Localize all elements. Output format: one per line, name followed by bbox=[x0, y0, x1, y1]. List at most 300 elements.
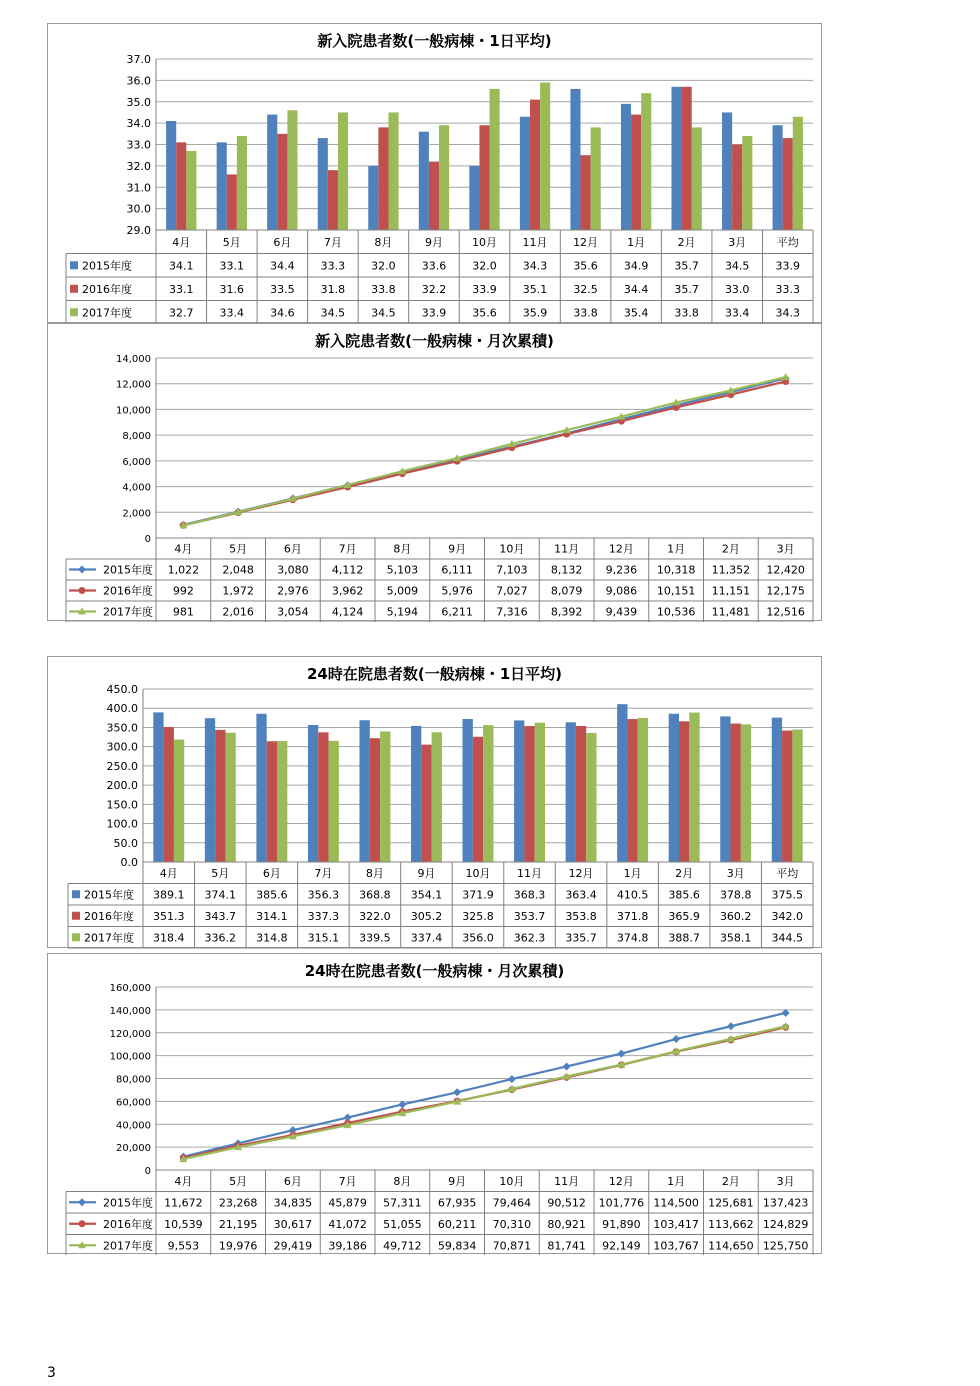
data-label: 5,009 bbox=[386, 584, 419, 598]
bar bbox=[380, 731, 390, 862]
y-tick-label: 150.0 bbox=[106, 798, 138, 812]
legend-label: 2015年度 bbox=[103, 563, 153, 577]
y-tick-label: 160,000 bbox=[109, 983, 151, 994]
data-label: 981 bbox=[172, 605, 194, 619]
chart-panel-4 bbox=[47, 953, 822, 1254]
data-label: 336.2 bbox=[204, 931, 237, 945]
data-label: 371.9 bbox=[462, 888, 494, 902]
legend-label: 2016年度 bbox=[84, 909, 134, 923]
data-label: 33.8 bbox=[573, 306, 598, 320]
bar bbox=[479, 125, 489, 230]
data-label: 353.8 bbox=[565, 909, 597, 923]
bar bbox=[368, 166, 378, 230]
data-label: 378.8 bbox=[719, 888, 752, 902]
data-label: 33.4 bbox=[219, 306, 245, 320]
data-label: 124,829 bbox=[762, 1217, 809, 1231]
data-label: 314.8 bbox=[256, 931, 288, 945]
data-label: 335.7 bbox=[565, 931, 597, 945]
bar bbox=[731, 724, 741, 862]
legend-label: 2016年度 bbox=[103, 1217, 153, 1231]
chart-canvas bbox=[48, 324, 823, 622]
bar bbox=[267, 115, 277, 230]
bar bbox=[439, 125, 449, 230]
bar bbox=[411, 726, 421, 862]
y-tick-label: 12,000 bbox=[116, 379, 151, 391]
bar bbox=[164, 727, 174, 862]
data-label: 31.6 bbox=[219, 282, 245, 296]
bar bbox=[682, 87, 692, 230]
data-label: 3,962 bbox=[331, 584, 364, 598]
category-label: 1月 bbox=[667, 1174, 686, 1188]
chart-canvas bbox=[48, 657, 823, 949]
bar bbox=[742, 136, 752, 230]
data-label: 353.7 bbox=[513, 909, 546, 923]
category-label: 12月 bbox=[608, 1174, 634, 1188]
data-label: 21,195 bbox=[218, 1217, 258, 1231]
data-label: 360.2 bbox=[719, 909, 752, 923]
category-label: 7月 bbox=[338, 1174, 357, 1188]
bar bbox=[722, 112, 732, 230]
data-label: 103,767 bbox=[653, 1239, 699, 1253]
data-label: 354.1 bbox=[410, 888, 443, 902]
data-label: 9,553 bbox=[167, 1239, 200, 1253]
bar bbox=[773, 125, 783, 230]
data-label: 11,672 bbox=[164, 1196, 203, 1210]
data-label: 34.9 bbox=[623, 259, 649, 273]
data-label: 337.3 bbox=[307, 909, 340, 923]
bar bbox=[621, 104, 631, 230]
chart-canvas bbox=[48, 954, 823, 1255]
chart-canvas bbox=[48, 24, 823, 324]
category-label: 7月 bbox=[338, 542, 357, 556]
category-label: 5月 bbox=[229, 542, 248, 556]
legend-label: 2016年度 bbox=[82, 282, 132, 296]
bar bbox=[318, 138, 328, 230]
y-tick-label: 350.0 bbox=[106, 721, 138, 735]
bar bbox=[469, 166, 479, 230]
bar bbox=[641, 93, 651, 230]
data-label: 4,112 bbox=[331, 563, 364, 577]
bar bbox=[772, 718, 782, 862]
category-label: 7月 bbox=[323, 235, 342, 249]
y-tick-label: 40,000 bbox=[116, 1120, 151, 1132]
category-label: 6月 bbox=[283, 1174, 302, 1188]
category-label: 5月 bbox=[211, 866, 230, 880]
category-label: 9月 bbox=[448, 542, 467, 556]
bar bbox=[329, 741, 339, 862]
bar bbox=[378, 127, 388, 230]
data-label: 3,080 bbox=[277, 563, 309, 577]
bar bbox=[540, 83, 550, 230]
bar bbox=[638, 718, 648, 862]
legend-label: 2015年度 bbox=[103, 1196, 153, 1210]
y-tick-label: 30.0 bbox=[126, 202, 151, 216]
y-tick-label: 29.0 bbox=[126, 224, 151, 237]
chart-title: 新入院患者数(一般病棟・1日平均) bbox=[317, 32, 552, 50]
data-label: 33.6 bbox=[421, 259, 447, 273]
data-label: 32.0 bbox=[472, 259, 497, 273]
data-label: 34.4 bbox=[623, 282, 649, 296]
data-label: 12,420 bbox=[766, 563, 805, 577]
data-label: 339.5 bbox=[359, 931, 391, 945]
data-label: 356.3 bbox=[307, 888, 340, 902]
category-label: 7月 bbox=[314, 866, 333, 880]
data-label: 35.1 bbox=[522, 282, 548, 296]
data-label: 992 bbox=[172, 584, 194, 598]
y-tick-label: 400.0 bbox=[106, 702, 138, 716]
bar bbox=[421, 745, 431, 862]
bar bbox=[782, 731, 792, 862]
category-label: 9月 bbox=[417, 866, 436, 880]
category-label: 10月 bbox=[472, 235, 497, 249]
legend-marker bbox=[79, 587, 86, 594]
bar bbox=[338, 112, 348, 230]
data-label: 9,439 bbox=[605, 605, 638, 619]
y-tick-label: 35.0 bbox=[126, 95, 151, 109]
legend-marker bbox=[78, 566, 86, 574]
category-label: 3月 bbox=[728, 235, 747, 249]
data-label: 305.2 bbox=[410, 909, 443, 923]
data-label: 33.8 bbox=[674, 306, 699, 320]
category-label: 12月 bbox=[608, 542, 634, 556]
bar bbox=[308, 725, 318, 862]
data-point bbox=[617, 1050, 625, 1058]
bar bbox=[576, 726, 586, 862]
series-line bbox=[183, 377, 785, 525]
data-label: 101,776 bbox=[598, 1196, 645, 1210]
data-label: 34.6 bbox=[270, 306, 295, 320]
data-label: 7,027 bbox=[496, 584, 528, 598]
data-label: 3,054 bbox=[277, 605, 309, 619]
data-label: 103,417 bbox=[653, 1217, 699, 1231]
data-label: 389.1 bbox=[153, 888, 185, 902]
data-label: 70,871 bbox=[492, 1239, 532, 1253]
data-point bbox=[727, 1022, 735, 1030]
data-label: 8,392 bbox=[550, 605, 583, 619]
data-label: 351.3 bbox=[153, 909, 185, 923]
bar bbox=[153, 712, 163, 862]
bar bbox=[370, 738, 380, 862]
category-label: 12月 bbox=[573, 235, 599, 249]
data-label: 371.8 bbox=[616, 909, 649, 923]
data-label: 35.7 bbox=[674, 282, 699, 296]
bar bbox=[792, 730, 802, 862]
data-point bbox=[782, 373, 790, 380]
legend-label: 2017年度 bbox=[82, 306, 132, 320]
category-label: 2月 bbox=[677, 235, 696, 249]
data-label: 388.7 bbox=[668, 931, 700, 945]
category-label: 4月 bbox=[172, 235, 191, 249]
data-label: 11,352 bbox=[711, 563, 751, 577]
data-point bbox=[453, 1088, 461, 1096]
legend-label: 2015年度 bbox=[84, 888, 134, 902]
data-label: 67,935 bbox=[437, 1196, 477, 1210]
data-label: 35.6 bbox=[573, 259, 598, 273]
data-label: 33.3 bbox=[775, 282, 800, 296]
y-tick-label: 200.0 bbox=[106, 779, 138, 793]
y-tick-label: 34.0 bbox=[126, 117, 151, 131]
y-tick-label: 8,000 bbox=[122, 431, 151, 443]
series-line bbox=[183, 1026, 785, 1159]
data-label: 1,022 bbox=[167, 563, 200, 577]
data-label: 10,151 bbox=[656, 584, 696, 598]
legend-marker bbox=[79, 1220, 86, 1227]
y-tick-label: 250.0 bbox=[106, 759, 138, 773]
data-label: 70,310 bbox=[492, 1217, 532, 1231]
data-label: 34.3 bbox=[522, 259, 548, 273]
y-tick-label: 10,000 bbox=[116, 405, 151, 417]
bar bbox=[483, 725, 493, 862]
data-label: 35.9 bbox=[522, 306, 548, 320]
data-label: 90,512 bbox=[547, 1196, 586, 1210]
bar bbox=[256, 714, 266, 862]
data-label: 32.7 bbox=[169, 306, 194, 320]
bar bbox=[671, 87, 681, 230]
data-label: 368.8 bbox=[359, 888, 391, 902]
data-label: 363.4 bbox=[565, 888, 597, 902]
category-label: 11月 bbox=[522, 235, 548, 249]
category-label: 平均 bbox=[776, 235, 799, 249]
data-label: 31.8 bbox=[320, 282, 346, 296]
category-label: 平均 bbox=[776, 866, 799, 880]
data-label: 375.5 bbox=[771, 888, 803, 902]
data-label: 12,175 bbox=[766, 584, 805, 598]
category-label: 11月 bbox=[554, 1174, 580, 1188]
bar bbox=[429, 162, 439, 230]
data-label: 59,834 bbox=[437, 1239, 477, 1253]
bar bbox=[166, 121, 176, 230]
data-label: 34.3 bbox=[775, 306, 800, 320]
bar bbox=[267, 741, 277, 862]
category-label: 2月 bbox=[721, 1174, 740, 1188]
series-line bbox=[183, 1013, 785, 1157]
bar bbox=[631, 115, 641, 230]
data-label: 2,976 bbox=[277, 584, 309, 598]
legend-key bbox=[72, 890, 80, 898]
chart-title: 新入院患者数(一般病棟・月次累積) bbox=[315, 332, 554, 350]
category-label: 8月 bbox=[374, 235, 393, 249]
data-label: 343.7 bbox=[204, 909, 237, 923]
y-tick-label: 36.0 bbox=[126, 74, 151, 88]
bar bbox=[535, 723, 545, 862]
data-label: 322.0 bbox=[359, 909, 391, 923]
data-label: 7,103 bbox=[496, 563, 528, 577]
data-label: 344.5 bbox=[771, 931, 803, 945]
data-label: 45,879 bbox=[328, 1196, 367, 1210]
chart-panel-1 bbox=[47, 23, 822, 323]
data-label: 125,750 bbox=[762, 1239, 809, 1253]
data-label: 358.1 bbox=[719, 931, 752, 945]
bar bbox=[741, 724, 751, 862]
category-label: 4月 bbox=[174, 1174, 193, 1188]
legend-marker bbox=[78, 1198, 86, 1206]
category-label: 6月 bbox=[273, 235, 292, 249]
chart-panel-2 bbox=[47, 323, 822, 621]
y-tick-label: 140,000 bbox=[109, 1005, 151, 1017]
data-label: 34.5 bbox=[320, 306, 346, 320]
data-label: 318.4 bbox=[153, 931, 185, 945]
data-label: 6,111 bbox=[441, 563, 473, 577]
bar bbox=[530, 100, 540, 230]
bar bbox=[186, 151, 196, 230]
data-label: 33.3 bbox=[320, 259, 346, 273]
y-tick-label: 37.0 bbox=[126, 53, 151, 66]
legend-key bbox=[70, 308, 78, 316]
category-label: 11月 bbox=[517, 866, 543, 880]
y-tick-label: 80,000 bbox=[116, 1074, 151, 1086]
data-label: 33.0 bbox=[724, 282, 750, 296]
y-tick-label: 6,000 bbox=[122, 456, 151, 468]
category-label: 6月 bbox=[262, 866, 281, 880]
y-tick-label: 4,000 bbox=[122, 482, 151, 494]
legend-label: 2016年度 bbox=[103, 584, 153, 598]
data-label: 81,741 bbox=[547, 1239, 586, 1253]
data-label: 314.1 bbox=[256, 909, 288, 923]
data-label: 113,662 bbox=[708, 1217, 754, 1231]
data-label: 356.0 bbox=[462, 931, 494, 945]
bar bbox=[732, 145, 742, 231]
data-label: 80,921 bbox=[547, 1217, 586, 1231]
y-tick-label: 31.0 bbox=[126, 181, 151, 195]
data-label: 137,423 bbox=[762, 1196, 809, 1210]
category-label: 1月 bbox=[627, 235, 646, 249]
y-tick-label: 100,000 bbox=[109, 1051, 151, 1063]
bar bbox=[419, 132, 429, 230]
data-label: 49,712 bbox=[383, 1239, 422, 1253]
category-label: 9月 bbox=[424, 235, 443, 249]
data-label: 1,972 bbox=[222, 584, 254, 598]
legend-label: 2015年度 bbox=[82, 259, 132, 273]
data-label: 9,236 bbox=[605, 563, 638, 577]
data-label: 33.9 bbox=[421, 306, 447, 320]
bar bbox=[217, 142, 227, 230]
category-label: 10月 bbox=[499, 542, 525, 556]
data-label: 374.1 bbox=[204, 888, 237, 902]
data-label: 2,048 bbox=[222, 563, 254, 577]
data-label: 125,681 bbox=[708, 1196, 754, 1210]
data-label: 368.3 bbox=[513, 888, 546, 902]
data-label: 337.4 bbox=[410, 931, 443, 945]
data-label: 57,311 bbox=[383, 1196, 422, 1210]
chart-title: 24時在院患者数(一般病棟・月次累積) bbox=[304, 962, 565, 980]
data-label: 385.6 bbox=[256, 888, 288, 902]
y-tick-label: 60,000 bbox=[116, 1097, 151, 1109]
bar bbox=[237, 136, 247, 230]
data-point bbox=[563, 1062, 571, 1070]
bar bbox=[586, 733, 596, 862]
category-label: 3月 bbox=[726, 866, 745, 880]
data-label: 33.1 bbox=[219, 259, 245, 273]
data-label: 10,536 bbox=[656, 605, 696, 619]
bar bbox=[720, 716, 730, 862]
y-tick-label: 20,000 bbox=[116, 1143, 151, 1155]
data-label: 5,976 bbox=[441, 584, 473, 598]
legend-label: 2017年度 bbox=[84, 931, 134, 945]
bar bbox=[277, 134, 287, 230]
bar bbox=[566, 722, 576, 862]
bar bbox=[793, 117, 803, 230]
data-label: 11,151 bbox=[711, 584, 751, 598]
category-label: 10月 bbox=[499, 1174, 525, 1188]
data-label: 374.8 bbox=[616, 931, 649, 945]
category-label: 10月 bbox=[465, 866, 491, 880]
bar bbox=[176, 142, 186, 230]
data-label: 8,079 bbox=[550, 584, 583, 598]
data-label: 4,124 bbox=[331, 605, 364, 619]
bar bbox=[473, 737, 483, 862]
category-label: 6月 bbox=[283, 542, 302, 556]
bar bbox=[227, 174, 237, 230]
y-tick-label: 32.0 bbox=[126, 159, 151, 173]
y-tick-label: 33.0 bbox=[126, 138, 151, 152]
data-point bbox=[508, 1075, 516, 1083]
data-label: 5,194 bbox=[386, 605, 419, 619]
data-label: 33.8 bbox=[371, 282, 396, 296]
bar bbox=[692, 127, 702, 230]
data-label: 365.9 bbox=[668, 909, 700, 923]
category-label: 5月 bbox=[222, 235, 241, 249]
bar bbox=[463, 719, 473, 862]
data-label: 9,086 bbox=[605, 584, 638, 598]
data-label: 34.1 bbox=[169, 259, 194, 273]
data-label: 34.5 bbox=[724, 259, 750, 273]
page-number: 3 bbox=[47, 1365, 56, 1381]
y-tick-label: 300.0 bbox=[106, 740, 138, 754]
category-label: 4月 bbox=[159, 866, 178, 880]
bar bbox=[581, 155, 591, 230]
data-label: 91,890 bbox=[602, 1217, 641, 1231]
data-label: 30,617 bbox=[273, 1217, 313, 1231]
legend-key bbox=[70, 261, 78, 269]
data-label: 11,481 bbox=[711, 605, 751, 619]
data-label: 7,316 bbox=[496, 605, 528, 619]
y-tick-label: 120,000 bbox=[109, 1028, 151, 1040]
bar bbox=[783, 138, 793, 230]
data-label: 60,211 bbox=[437, 1217, 477, 1231]
bar bbox=[514, 720, 524, 862]
legend-key bbox=[72, 912, 80, 920]
y-tick-label: 0.0 bbox=[120, 856, 138, 869]
category-label: 2月 bbox=[675, 866, 694, 880]
data-label: 29,419 bbox=[273, 1239, 313, 1253]
category-label: 8月 bbox=[393, 1174, 412, 1188]
data-label: 23,268 bbox=[218, 1196, 258, 1210]
category-label: 4月 bbox=[174, 542, 193, 556]
data-label: 362.3 bbox=[513, 931, 546, 945]
data-label: 5,103 bbox=[386, 563, 419, 577]
bar bbox=[205, 718, 215, 862]
data-label: 32.5 bbox=[573, 282, 598, 296]
bar bbox=[570, 89, 580, 230]
data-label: 12,516 bbox=[766, 605, 805, 619]
y-tick-label: 2,000 bbox=[122, 508, 151, 520]
category-label: 1月 bbox=[667, 542, 686, 556]
data-label: 33.9 bbox=[775, 259, 800, 273]
data-label: 41,072 bbox=[328, 1217, 367, 1231]
data-label: 19,976 bbox=[218, 1239, 258, 1253]
bar bbox=[617, 704, 627, 862]
y-tick-label: 100.0 bbox=[106, 817, 138, 831]
data-label: 34.4 bbox=[270, 259, 295, 273]
chart-panel-3 bbox=[47, 656, 822, 948]
legend-key bbox=[72, 933, 80, 941]
bar bbox=[490, 89, 500, 230]
bar bbox=[520, 117, 530, 230]
category-label: 8月 bbox=[393, 542, 412, 556]
data-label: 32.2 bbox=[421, 282, 447, 296]
y-tick-label: 0 bbox=[144, 534, 151, 545]
bar bbox=[277, 741, 287, 862]
